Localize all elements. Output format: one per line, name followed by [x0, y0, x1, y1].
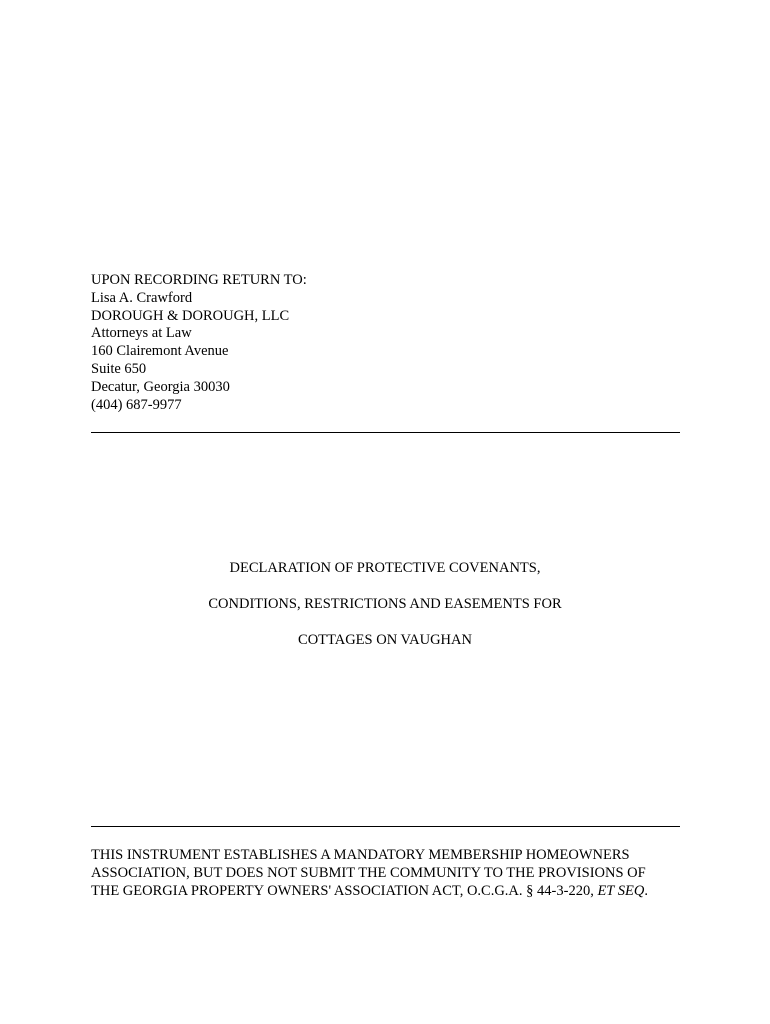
return-heading: UPON RECORDING RETURN TO:	[91, 272, 307, 288]
document-title-line-1: DECLARATION OF PROTECTIVE COVENANTS,	[229, 560, 541, 576]
notice-et-seq: ET SEQ	[597, 883, 645, 899]
notice-line-3-text: THE GEORGIA PROPERTY OWNERS' ASSOCIATION ACT, O.C.G.A. § 44-3-220,	[91, 883, 598, 899]
top-divider	[91, 432, 680, 433]
notice-line-3-end: .	[644, 883, 648, 899]
bottom-divider	[91, 826, 680, 827]
notice-line-3	[91, 882, 691, 900]
document-title-line-3: COTTAGES ON VAUGHAN	[298, 632, 472, 648]
law-firm-name: DOROUGH & DOROUGH, LLC	[91, 307, 290, 324]
firm-role: Attorneys at Law	[91, 325, 192, 342]
notice-line-2: ASSOCIATION, BUT DOES NOT SUBMIT THE COMMUNITY TO THE PROVISIONS OF	[91, 865, 646, 881]
document-title-line-2: CONDITIONS, RESTRICTIONS AND EASEMENTS FOR	[208, 596, 562, 612]
attorney-name: Lisa A. Crawford	[91, 289, 193, 306]
legal-notice	[91, 846, 691, 900]
phone-number: (404) 687-9977	[91, 396, 182, 413]
city-state-zip: Decatur, Georgia 30030	[91, 378, 230, 395]
street-address: 160 Clairemont Avenue	[91, 343, 229, 360]
recording-return-address	[91, 272, 307, 414]
suite-number: Suite 650	[91, 360, 147, 377]
notice-line-1: THIS INSTRUMENT ESTABLISHES A MANDATORY MEMBERSHIP HOMEOWNERS	[91, 847, 630, 863]
